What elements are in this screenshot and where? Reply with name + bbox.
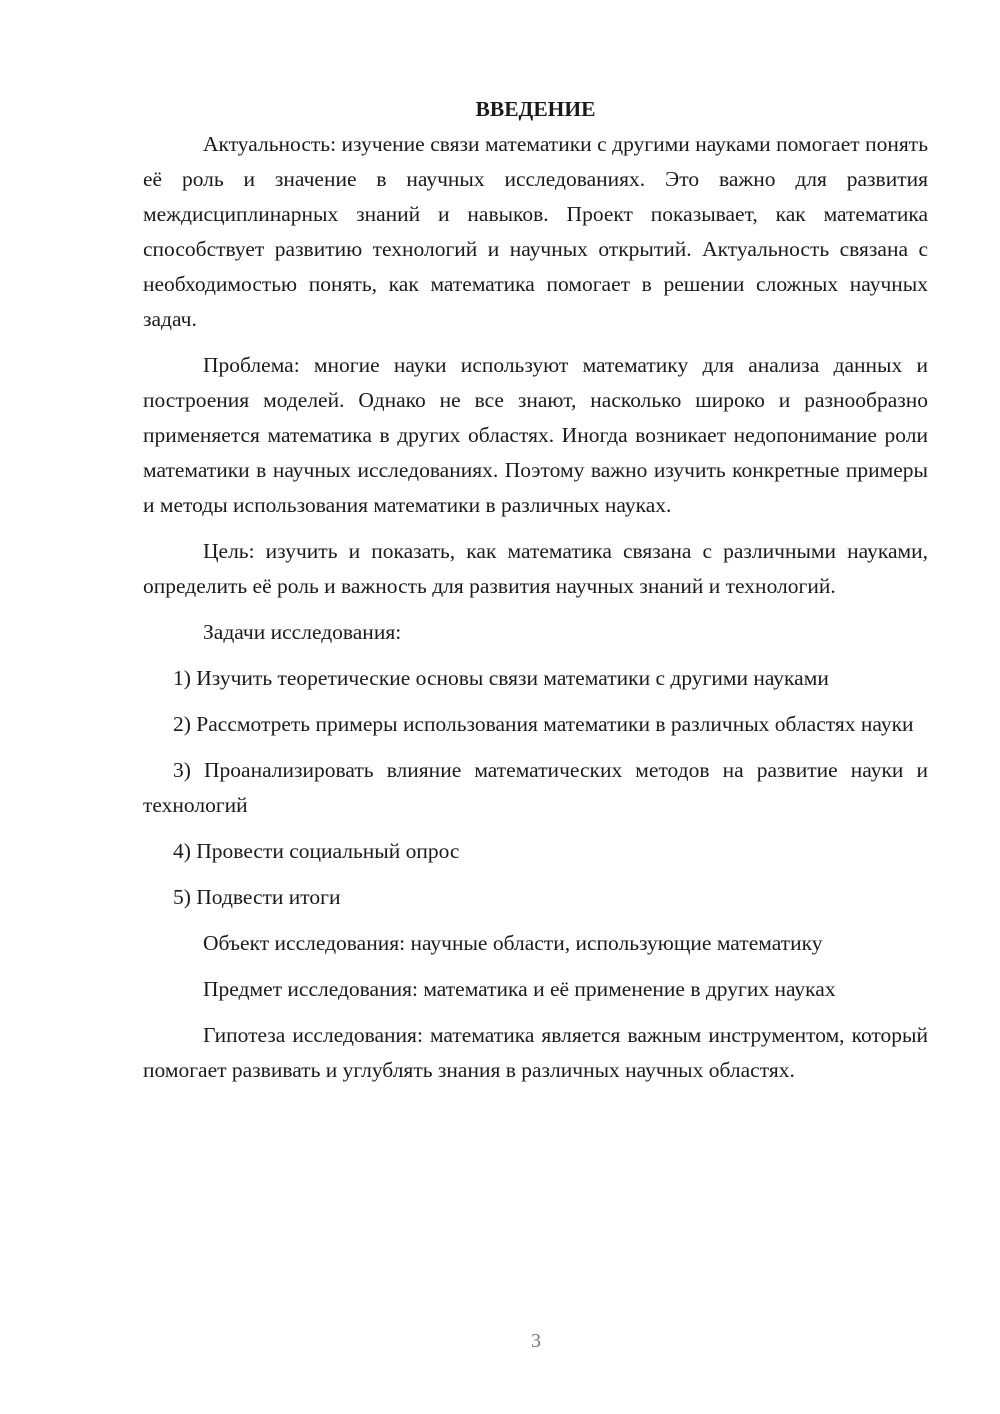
research-object-paragraph: Объект исследования: научные области, использующие математику bbox=[203, 931, 823, 955]
task-item-1: 1) Изучить теоретические основы связи математики с другими науками bbox=[173, 666, 829, 690]
hypothesis-paragraph: Гипотеза исследования: математика является важным инструментом, который помогает развивать и углублять знания в различных научных областях. bbox=[143, 1023, 928, 1082]
goal-paragraph: Цель: изучить и показать, как математика связана с различными науками, определить её роль и важность для развития научных знаний и технологий. bbox=[143, 539, 928, 598]
tasks-heading: Задачи исследования: bbox=[203, 620, 402, 644]
document-page bbox=[143, 92, 928, 1099]
task-item-3: 3) Проанализировать влияние математических методов на развитие науки и технологий bbox=[143, 758, 928, 817]
problem-paragraph: Проблема: многие науки используют математику для анализа данных и построения моделей. Однако не все знают, насколько широко и разнообразно применяется математика в других областях. Иногда возникает недопонимание роли математики в научных исследованиях. Поэтому важно изучить конкретные примеры и методы использования математики в различных науках. bbox=[143, 353, 928, 517]
research-subject-paragraph: Предмет исследования: математика и её применение в других науках bbox=[203, 977, 836, 1001]
page-title: ВВЕДЕНИЕ bbox=[475, 97, 596, 121]
task-item-2: 2) Рассмотреть примеры использования математики в различных областях науки bbox=[173, 712, 914, 736]
task-item-5: 5) Подвести итоги bbox=[173, 885, 341, 909]
task-item-4: 4) Провести социальный опрос bbox=[173, 839, 460, 863]
relevance-paragraph: Актуальность: изучение связи математики с другими науками помогает понять её роль и значение в научных исследованиях. Это важно для развития междисциплинарных знаний и навыков. Проект показывает, как математика способствует развитию технологий и научных открытий. Актуальность связана с необходимостью понять, как математика помогает в решении сложных научных задач. bbox=[143, 132, 928, 331]
page-number: 3 bbox=[531, 1330, 541, 1352]
